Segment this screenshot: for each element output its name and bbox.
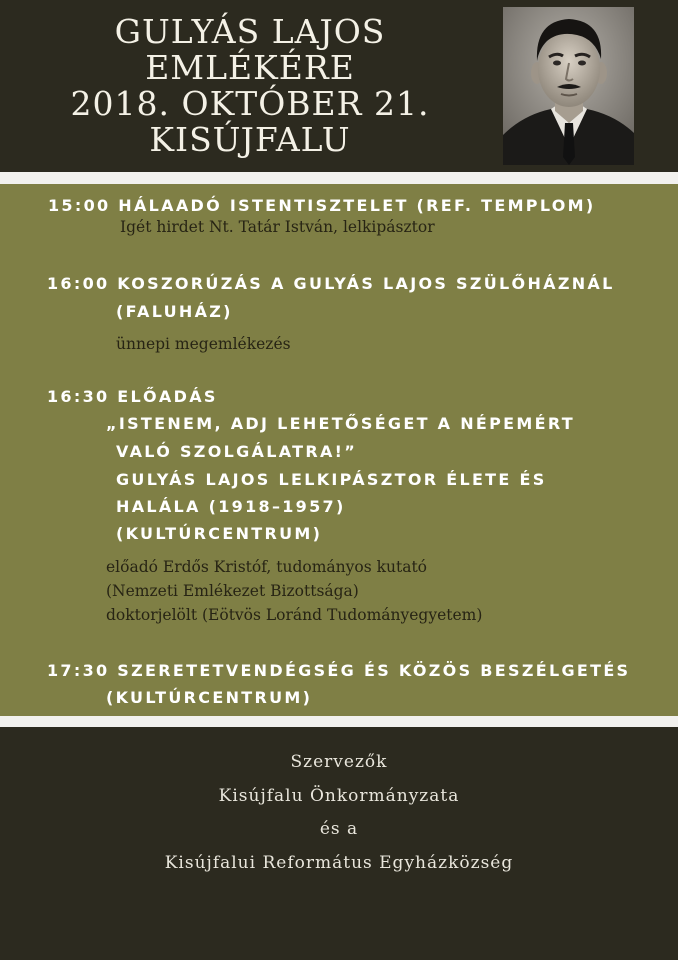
title-line-name: GULYÁS LAJOS: [114, 12, 386, 51]
event-3-detail-line-1: előadó Erdős Kristóf, tudományos kutató: [106, 558, 428, 576]
event-1-detail: Igét hirdet Nt. Tatár István, lelkipásztor: [120, 218, 435, 236]
header: [0, 0, 678, 172]
organizers-conjunction: és a: [319, 819, 359, 839]
event-3-heading-line-3: VALÓ SZOLGÁLATRA!”: [116, 442, 358, 461]
event-3-heading-line-5: HALÁLA (1918–1957): [116, 497, 346, 516]
title-line-place: KISÚJFALU: [149, 120, 351, 159]
event-2-heading-line-2: (FALUHÁZ): [116, 302, 233, 321]
page-title: [20, 14, 480, 158]
event-3-detail-line-3: doktorjelölt (Eötvös Loránd Tudományegyetem): [106, 606, 483, 624]
portrait-illustration: [503, 7, 634, 165]
separator-bottom: [0, 716, 678, 727]
event-2-heading-line-1: 16:00 KOSZORÚZÁS A GULYÁS LAJOS SZÜLŐHÁZNÁL: [47, 274, 615, 293]
event-2-detail: ünnepi megemlékezés: [116, 335, 291, 353]
event-3-heading-line-4: GULYÁS LAJOS LELKIPÁSZTOR ÉLETE ÉS: [116, 470, 547, 489]
event-4-heading-line-1: 17:30 SZERETETVENDÉGSÉG ÉS KÖZÖS BESZÉLGETÉS: [47, 661, 631, 680]
organizer-church: Kisújfalui Református Egyházközség: [164, 853, 514, 873]
organizer-municipality: Kisújfalu Önkormányzata: [218, 786, 460, 806]
event-3-heading-line-1: 16:30 ELŐADÁS: [47, 387, 218, 406]
portrait-photo: [503, 7, 634, 165]
title-line-memory: EMLÉKÉRE: [145, 48, 355, 87]
program-section: [0, 184, 678, 716]
event-1-heading: 15:00 HÁLAADÓ ISTENTISZTELET (REF. TEMPLOM): [48, 196, 596, 215]
organizers-footer: [0, 727, 678, 960]
event-3-heading-line-2: „ISTENEM, ADJ LEHETŐSÉGET A NÉPEMÉRT: [106, 414, 575, 433]
separator-top: [0, 172, 678, 184]
event-3-detail-line-2: (Nemzeti Emlékezet Bizottsága): [106, 582, 359, 600]
title-line-date: 2018. OKTÓBER 21.: [70, 84, 430, 123]
event-3-heading-line-6: (KULTÚRCENTRUM): [116, 524, 323, 543]
organizers-heading: Szervezők: [290, 752, 388, 772]
event-4-heading-line-2: (KULTÚRCENTRUM): [106, 688, 313, 707]
